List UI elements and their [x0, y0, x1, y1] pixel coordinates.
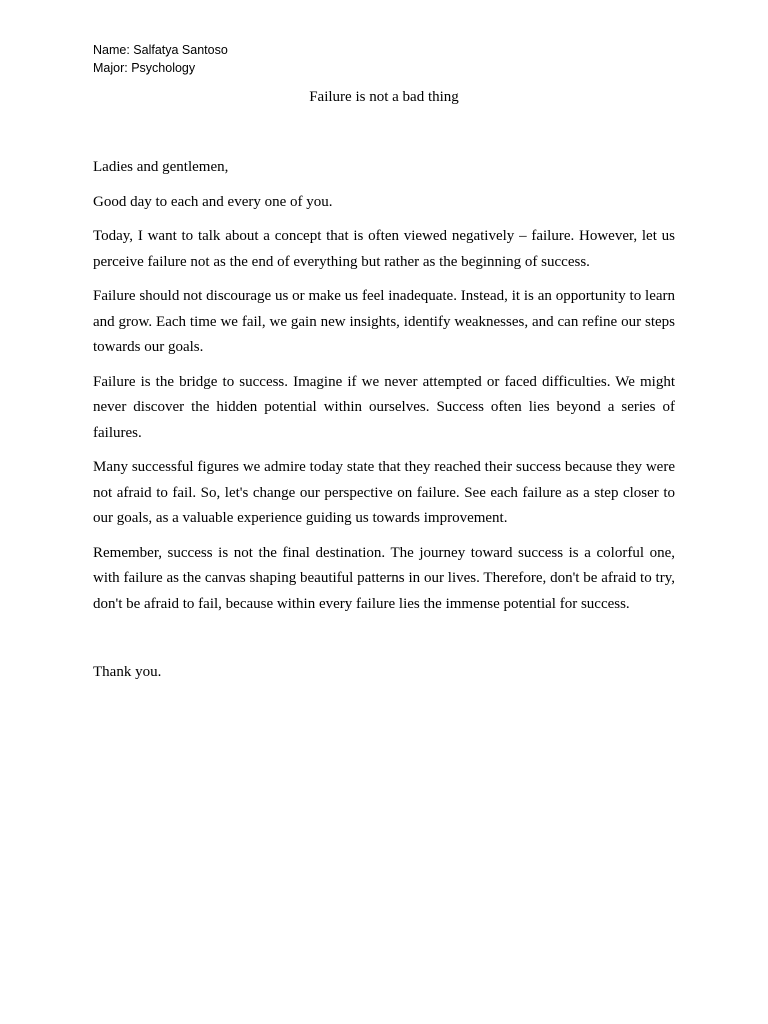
paragraph-opportunity: Failure should not discourage us or make us feel inadequate. Instead, it is an opportunity to learn and grow. Each time we fail, we gain new insights, identify weaknesses, and can refine our steps towards our goals.: [93, 288, 675, 355]
closing-line: Thank you.: [93, 664, 162, 680]
paragraph-figures: Many successful figures we admire today state that they reached their success because they were not afraid to fail. So, let's change our perspective on failure. See each failure as a step closer to our goals, as a valuable experience guiding us towards improvement.: [93, 459, 675, 526]
author-header: [93, 41, 228, 77]
author-name: Name: Salfatya Santoso: [93, 43, 228, 57]
paragraph-intro: Today, I want to talk about a concept that is often viewed negatively – failure. However, let us perceive failure not as the end of everything but rather as the beginning of success.: [93, 228, 675, 270]
document-body: [93, 155, 675, 626]
greeting: Good day to each and every one of you.: [93, 193, 333, 210]
document-title: Failure is not a bad thing: [309, 89, 459, 105]
paragraph-remember: Remember, success is not the final destination. The journey toward success is a colorful one, with failure as the canvas shaping beautiful patterns in our lives. Therefore, don't be afraid to try, don't be afraid to fail, because within every failure lies the immense potential for success.: [93, 544, 675, 612]
author-major: Major: Psychology: [93, 61, 196, 75]
paragraph-bridge: Failure is the bridge to success. Imagine if we never attempted or faced difficulties. We might never discover the hidden potential within ourselves. Success often lies beyond a series of failures.: [93, 373, 675, 441]
salutation: Ladies and gentlemen,: [93, 159, 229, 175]
